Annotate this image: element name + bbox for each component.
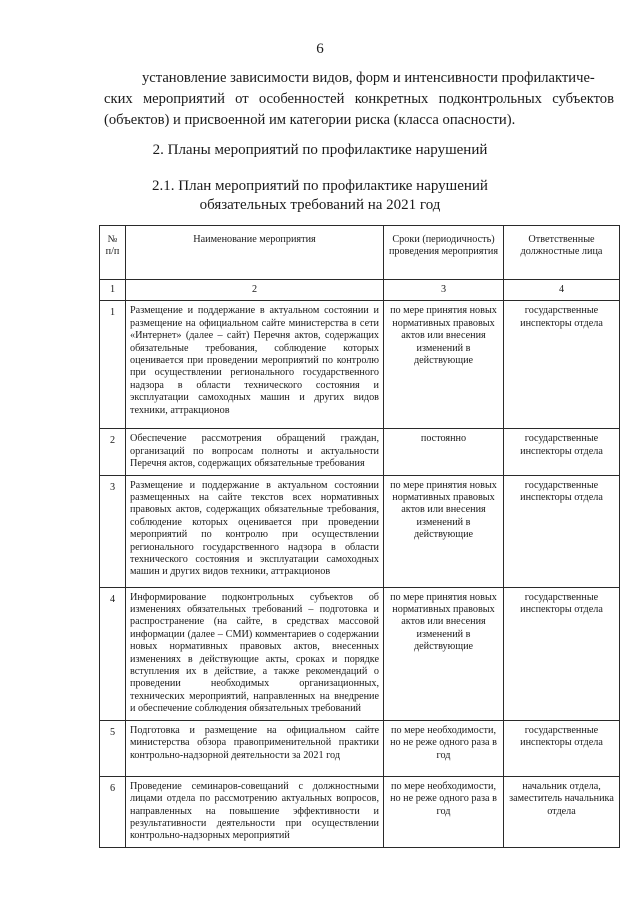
header-term: Сроки (периодичность) проведения мероприятия bbox=[384, 226, 504, 280]
intro-paragraph bbox=[104, 68, 614, 131]
row-responsible: государственные инспекторы отдела bbox=[504, 587, 620, 720]
row-number: 6 bbox=[100, 776, 126, 847]
row-name: Подготовка и размещение на официальном сайте министерства обзора правоприменительной практики контрольно-надзорной деятельности за 2021 год bbox=[126, 720, 384, 776]
table-header-row bbox=[100, 226, 620, 280]
table-row bbox=[100, 429, 620, 475]
table-row bbox=[100, 720, 620, 776]
row-term: по мере принятия новых нормативных правовых актов или внесения изменений в действующие bbox=[384, 301, 504, 429]
row-term: по мере принятия новых нормативных правовых актов или внесения изменений в действующие bbox=[384, 475, 504, 587]
row-responsible: государственные инспекторы отдела bbox=[504, 720, 620, 776]
row-responsible: государственные инспекторы отдела bbox=[504, 475, 620, 587]
row-term: постоянно bbox=[384, 429, 504, 475]
column-number: 2 bbox=[126, 280, 384, 301]
intro-line-1: установление зависимости видов, форм и интенсивности профилактиче- bbox=[142, 70, 595, 86]
row-term: по мере принятия новых нормативных правовых актов или внесения изменений в действующие bbox=[384, 587, 504, 720]
row-number: 3 bbox=[100, 475, 126, 587]
column-number: 1 bbox=[100, 280, 126, 301]
row-responsible: государственные инспекторы отдела bbox=[504, 429, 620, 475]
subsection-title-line-2: обязательных требований на 2021 год bbox=[199, 197, 441, 213]
intro-rest: ских мероприятий от особенностей конкретных подконтрольных субъектов (объектов) и присвоенной им категории риска (класса опасности). bbox=[104, 91, 614, 128]
row-number: 5 bbox=[100, 720, 126, 776]
row-term: по мере необходимости, но не реже одного раза в год bbox=[384, 776, 504, 847]
column-number: 4 bbox=[504, 280, 620, 301]
table-row bbox=[100, 587, 620, 720]
header-responsible: Ответственные должностные лица bbox=[504, 226, 620, 280]
row-name: Размещение и поддержание в актуальном состоянии размещенных на сайте текстов всех нормативных правовых актов, содержащих обязательные требования, соблюдение которых оценивается при проведении мероприятий по контролю при осуществлении регионального государственного надзора в области технического состояния и эксплуатации самоходных машин и других видов техники, аттракционов bbox=[126, 475, 384, 587]
section-title: 2. Планы мероприятий по профилактике нарушений bbox=[152, 142, 488, 158]
row-number: 4 bbox=[100, 587, 126, 720]
row-name: Проведение семинаров-совещаний с должностными лицами отдела по рассмотрению актуальных вопросов, направленных на повышение эффективности и результативности деятельности при осуществлении контрольно-надзорных мероприятий bbox=[126, 776, 384, 847]
row-name: Размещение и поддержание в актуальном состоянии и размещение на официальном сайте министерства в сети «Интернет» (далее – сайт) Перечня актов, содержащих обязательные требования, соблюдение которых оценивается при проведении мероприятий по контролю при осуществлении регионального государственного надзора в области технического состояния и эксплуатации самоходных машин и других видов техники, аттракционов bbox=[126, 301, 384, 429]
table-row bbox=[100, 301, 620, 429]
row-term: по мере необходимости, но не реже одного раза в год bbox=[384, 720, 504, 776]
column-number-row bbox=[100, 280, 620, 301]
subsection-title-line-1: 2.1. План мероприятий по профилактике нарушений bbox=[152, 178, 488, 194]
row-responsible: начальник отдела, заместитель начальника отдела bbox=[504, 776, 620, 847]
subsection-title bbox=[0, 177, 640, 215]
header-name: Наименование мероприятия bbox=[126, 226, 384, 280]
row-name: Обеспечение рассмотрения обращений граждан, организаций по вопросам полноты и актуальности Перечня актов, содержащих обязательные требования bbox=[126, 429, 384, 475]
header-num: № п/п bbox=[100, 226, 126, 280]
page-number: 6 bbox=[316, 41, 324, 57]
table-row bbox=[100, 475, 620, 587]
column-number: 3 bbox=[384, 280, 504, 301]
table-row bbox=[100, 776, 620, 847]
row-number: 2 bbox=[100, 429, 126, 475]
plan-table bbox=[99, 225, 620, 848]
row-name: Информирование подконтрольных субъектов об изменениях обязательных требований – подготовка и распространение (на сайте, в средствах массовой информации (далее – СМИ) комментариев о содержании новых нормативных правовых актов, внесенных изменениях в действующие акты, сроках и порядке вступления их в действие, а также рекомендаций о проведении необходимых организационных, технических мероприятий, направленных на внедрение и обеспечение соблюдения обязательных требований bbox=[126, 587, 384, 720]
row-responsible: государственные инспекторы отдела bbox=[504, 301, 620, 429]
row-number: 1 bbox=[100, 301, 126, 429]
